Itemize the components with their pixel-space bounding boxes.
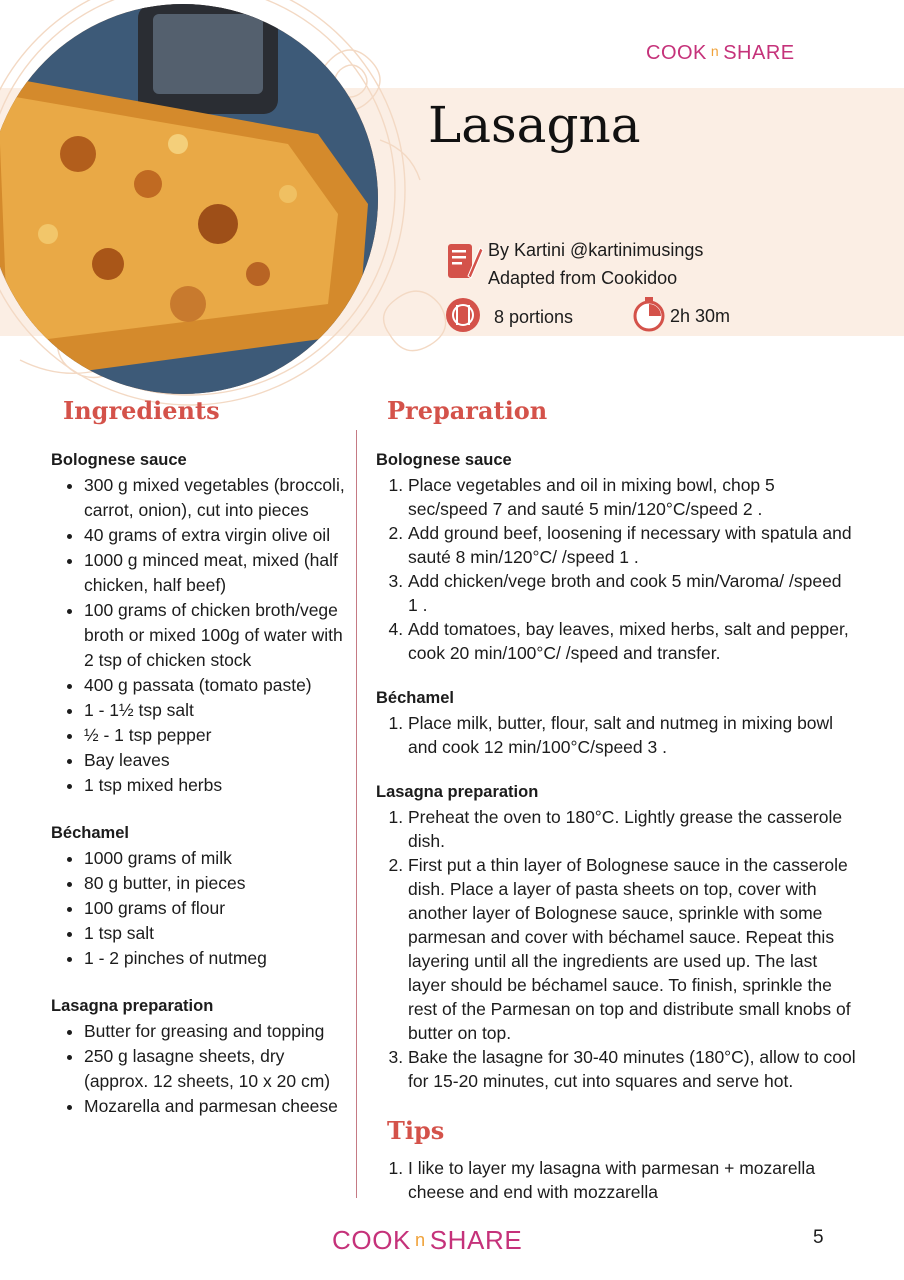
ingredients-heading: Ingredients <box>63 396 220 425</box>
list-item: • 1000 g minced meat, mixed (half chicken, half beef) <box>84 548 351 598</box>
ingredients-bechamel-list <box>51 846 351 971</box>
recipe-note-icon <box>446 240 484 289</box>
tips-list <box>376 1156 856 1204</box>
portions-text: 8 portions <box>494 307 574 327</box>
preparation-heading: Preparation <box>387 396 548 425</box>
preparation-bechamel-steps <box>376 711 856 759</box>
step-item: 1. Place milk, butter, flour, salt and nutmeg in mixing bowl and cook 12 min/100°C/speed 3 . <box>408 711 856 759</box>
preparation-bolognese-steps <box>376 473 856 665</box>
list-item: • 100 grams of chicken broth/vege broth or mixed 100g of water with 2 tsp of chicken stock <box>84 598 351 673</box>
source-line: Adapted from Cookidoo <box>488 268 678 288</box>
ingredients-column <box>51 449 351 1119</box>
list-item: • 100 grams of flour <box>84 896 351 921</box>
author-line: By Kartini @kartinimusings <box>488 240 704 260</box>
plate-cutlery-icon <box>444 296 482 339</box>
preparation-bechamel-title: Béchamel <box>376 689 454 707</box>
list-item: • Mozarella and parmesan cheese <box>84 1094 351 1119</box>
brand-logo-top: COOK n SHARE <box>646 42 795 64</box>
step-item: 2. First put a thin layer of Bolognese sauce in the casserole dish. Place a layer of pasta sheets on top, cover with another layer of Bolognese sauce, sprinkle with some parmesan and cover with béchamel sauce. Repeat this layering until all the ingredients are used up. The last layer should be béchamel sauce. To finish, sprinkle the rest of the Parmesan on top and distribute small knobs of butter on top. <box>408 853 856 1045</box>
time-text: 2h 30m <box>670 306 731 326</box>
list-item: • 80 g butter, in pieces <box>84 871 351 896</box>
list-item: • 1 tsp salt <box>84 921 351 946</box>
ingredients-lasagna-list <box>51 1019 351 1119</box>
brand-logo-bottom: COOK n SHARE <box>332 1225 523 1255</box>
list-item: • Butter for greasing and topping <box>84 1019 351 1044</box>
preparation-lasagna-steps <box>376 805 856 1093</box>
timer-icon <box>632 296 666 337</box>
page-number: 5 <box>813 1227 824 1248</box>
ingredients-lasagna-title: Lasagna preparation <box>51 997 214 1015</box>
step-item: 3. Bake the lasagne for 30-40 minutes (180°C), allow to cool for 15-20 minutes, cut into squares and serve hot. <box>408 1045 856 1093</box>
step-item: 2. Add ground beef, loosening if necessary with spatula and sauté 8 min/120°C/ /speed 1 . <box>408 521 856 569</box>
list-item: • 300 g mixed vegetables (broccoli, carrot, onion), cut into pieces <box>84 473 351 523</box>
list-item: • 250 g lasagne sheets, dry (approx. 12 sheets, 10 x 20 cm) <box>84 1044 351 1094</box>
ingredients-bolognese-list <box>51 473 351 798</box>
portions-info <box>444 296 573 339</box>
tip-item: 1. I like to layer my lasagna with parmesan + mozarella cheese and end with mozzarella <box>408 1156 856 1204</box>
author-block <box>446 236 703 292</box>
list-item: • 1000 grams of milk <box>84 846 351 871</box>
time-info <box>632 296 730 337</box>
step-item: 3. Add chicken/vege broth and cook 5 min/Varoma/ /speed 1 . <box>408 569 856 617</box>
tips-heading: Tips <box>387 1116 445 1145</box>
step-item: 1. Preheat the oven to 180°C. Lightly grease the casserole dish. <box>408 805 856 853</box>
preparation-lasagna-title: Lasagna preparation <box>376 783 539 801</box>
list-item: • 400 g passata (tomato paste) <box>84 673 351 698</box>
step-item: 4. Add tomatoes, bay leaves, mixed herbs, salt and pepper, cook 20 min/100°C/ /speed and transfer. <box>408 617 856 665</box>
tips-list-wrap <box>376 1156 856 1204</box>
ingredients-bolognese-title: Bolognese sauce <box>51 451 187 469</box>
recipe-title: Lasagna <box>428 96 641 154</box>
list-item: • 1 tsp mixed herbs <box>84 773 351 798</box>
list-item: • 1 - 1½ tsp salt <box>84 698 351 723</box>
list-item: • ½ - 1 tsp pepper <box>84 723 351 748</box>
lasagna-photo <box>0 4 378 394</box>
ingredients-bechamel-title: Béchamel <box>51 824 129 842</box>
list-item: • 40 grams of extra virgin olive oil <box>84 523 351 548</box>
step-item: 1. Place vegetables and oil in mixing bowl, chop 5 sec/speed 7 and sauté 5 min/120°C/speed 2 . <box>408 473 856 521</box>
list-item: • 1 - 2 pinches of nutmeg <box>84 946 351 971</box>
list-item: • Bay leaves <box>84 748 351 773</box>
column-divider <box>356 430 357 1198</box>
preparation-column <box>376 449 856 1093</box>
preparation-bolognese-title: Bolognese sauce <box>376 451 512 469</box>
